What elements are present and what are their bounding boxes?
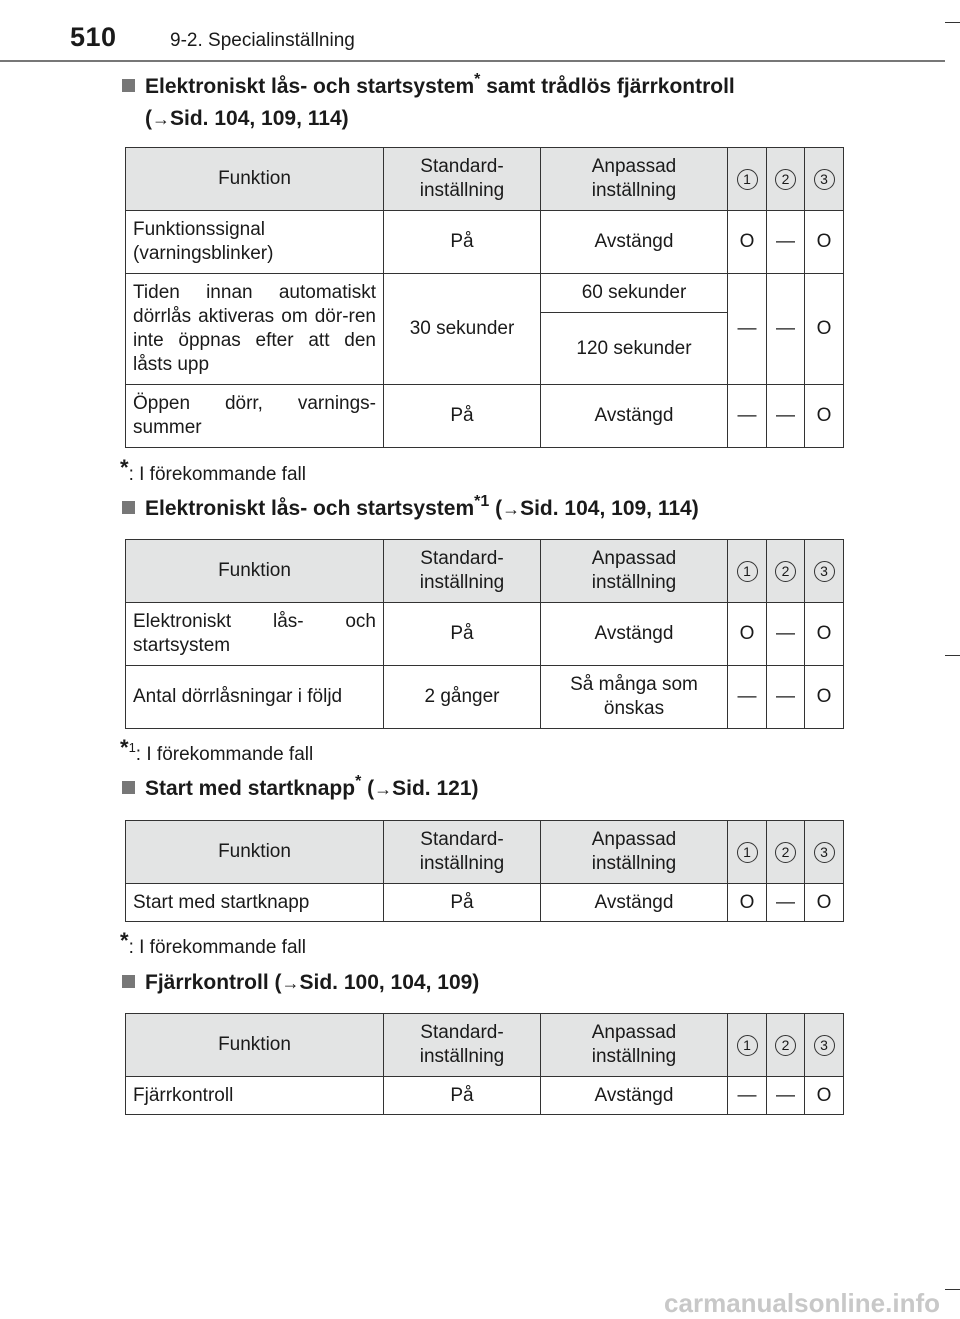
table-row: Start med startknapp På Avstängd O — O <box>126 884 844 922</box>
footnote: *: I förekommande fall <box>120 455 306 485</box>
table-header-row: Funktion Standard- inställning Anpassad inställning 1 2 3 <box>126 821 844 884</box>
circle-3-icon: 3 <box>814 842 835 863</box>
table-header-row: Funktion Standard- inställning Anpassad inställning 1 2 3 <box>126 1014 844 1077</box>
arrow-icon: → <box>152 109 170 129</box>
circle-1-icon: 1 <box>737 1035 758 1056</box>
arrow-icon: → <box>502 499 521 519</box>
circle-2-icon: 2 <box>775 1035 796 1056</box>
page-number: 510 <box>70 22 117 52</box>
settings-table-3 <box>125 820 844 922</box>
settings-table-1 <box>125 147 844 448</box>
bullet-square-icon <box>122 781 135 794</box>
table-row: Antal dörrlåsningar i följd 2 gånger Så många som önskas — — O <box>126 666 844 729</box>
circle-2-icon: 2 <box>775 169 796 190</box>
arrow-icon: → <box>374 779 393 799</box>
section-title-1: Elektroniskt lås- och startsystem* samt trådlös fjärrkontroll (→Sid. 104, 109, 114) <box>122 72 735 134</box>
table-header-row: Funktion Standard- inställning Anpassad inställning 1 2 3 <box>126 148 844 211</box>
crop-mark <box>945 655 960 656</box>
section-title-2: Elektroniskt lås- och startsystem$^{*1}$ (→Sid. 104, 109, 114) <box>122 494 699 526</box>
circle-1-icon: 1 <box>737 169 758 190</box>
bullet-square-icon <box>122 501 135 514</box>
table-row: 120 sekunder <box>126 313 844 385</box>
page-header <box>0 0 960 64</box>
section-title-3: Start med startknapp* (→Sid. 121) <box>122 774 479 806</box>
table-row: Elektroniskt lås- och startsystem På Avstängd O — O <box>126 603 844 666</box>
circle-2-icon: 2 <box>775 842 796 863</box>
section-title-4: Fjärrkontroll (→Sid. 100, 104, 109) <box>122 968 479 998</box>
circle-3-icon: 3 <box>814 169 835 190</box>
table-row: Fjärrkontroll På Avstängd — — O <box>126 1077 844 1115</box>
circle-1-icon: 1 <box>737 561 758 582</box>
table-header-row: Funktion Standard- inställning Anpassad inställning 1 2 3 <box>126 540 844 603</box>
circle-3-icon: 3 <box>814 561 835 582</box>
footnote: *: I förekommande fall <box>120 928 306 958</box>
settings-table-4 <box>125 1013 844 1115</box>
table-row: Tiden innan automatiskt dörrlås aktiveras om dör-ren inte öppnas efter att den låsts upp 30 sekunder 60 sekunder — — O <box>126 274 844 313</box>
chapter-title: 9-2. Specialinställning <box>170 30 355 51</box>
header-rule <box>0 60 945 62</box>
crop-mark <box>945 1289 960 1290</box>
bullet-square-icon <box>122 975 135 988</box>
table-row: Funktionssignal (varningsblinker) På Avstängd O — O <box>126 211 844 274</box>
circle-1-icon: 1 <box>737 842 758 863</box>
footer-watermark: carmanualsonline.info <box>664 1288 940 1318</box>
table-row: Öppen dörr, varnings-summer På Avstängd — — O <box>126 385 844 448</box>
circle-3-icon: 3 <box>814 1035 835 1056</box>
page-ref: Sid. 104, 109, 114) <box>170 107 349 130</box>
circle-2-icon: 2 <box>775 561 796 582</box>
settings-table-2 <box>125 539 844 729</box>
page-ref: Sid. 100, 104, 109) <box>299 971 480 994</box>
page-ref: Sid. 104, 109, 114) <box>520 497 699 520</box>
crop-mark <box>945 22 960 23</box>
page-ref: Sid. 121) <box>392 777 479 800</box>
footnote: *$^1$: I förekommande fall <box>120 735 314 765</box>
arrow-icon: → <box>281 973 300 993</box>
bullet-square-icon <box>122 79 135 92</box>
